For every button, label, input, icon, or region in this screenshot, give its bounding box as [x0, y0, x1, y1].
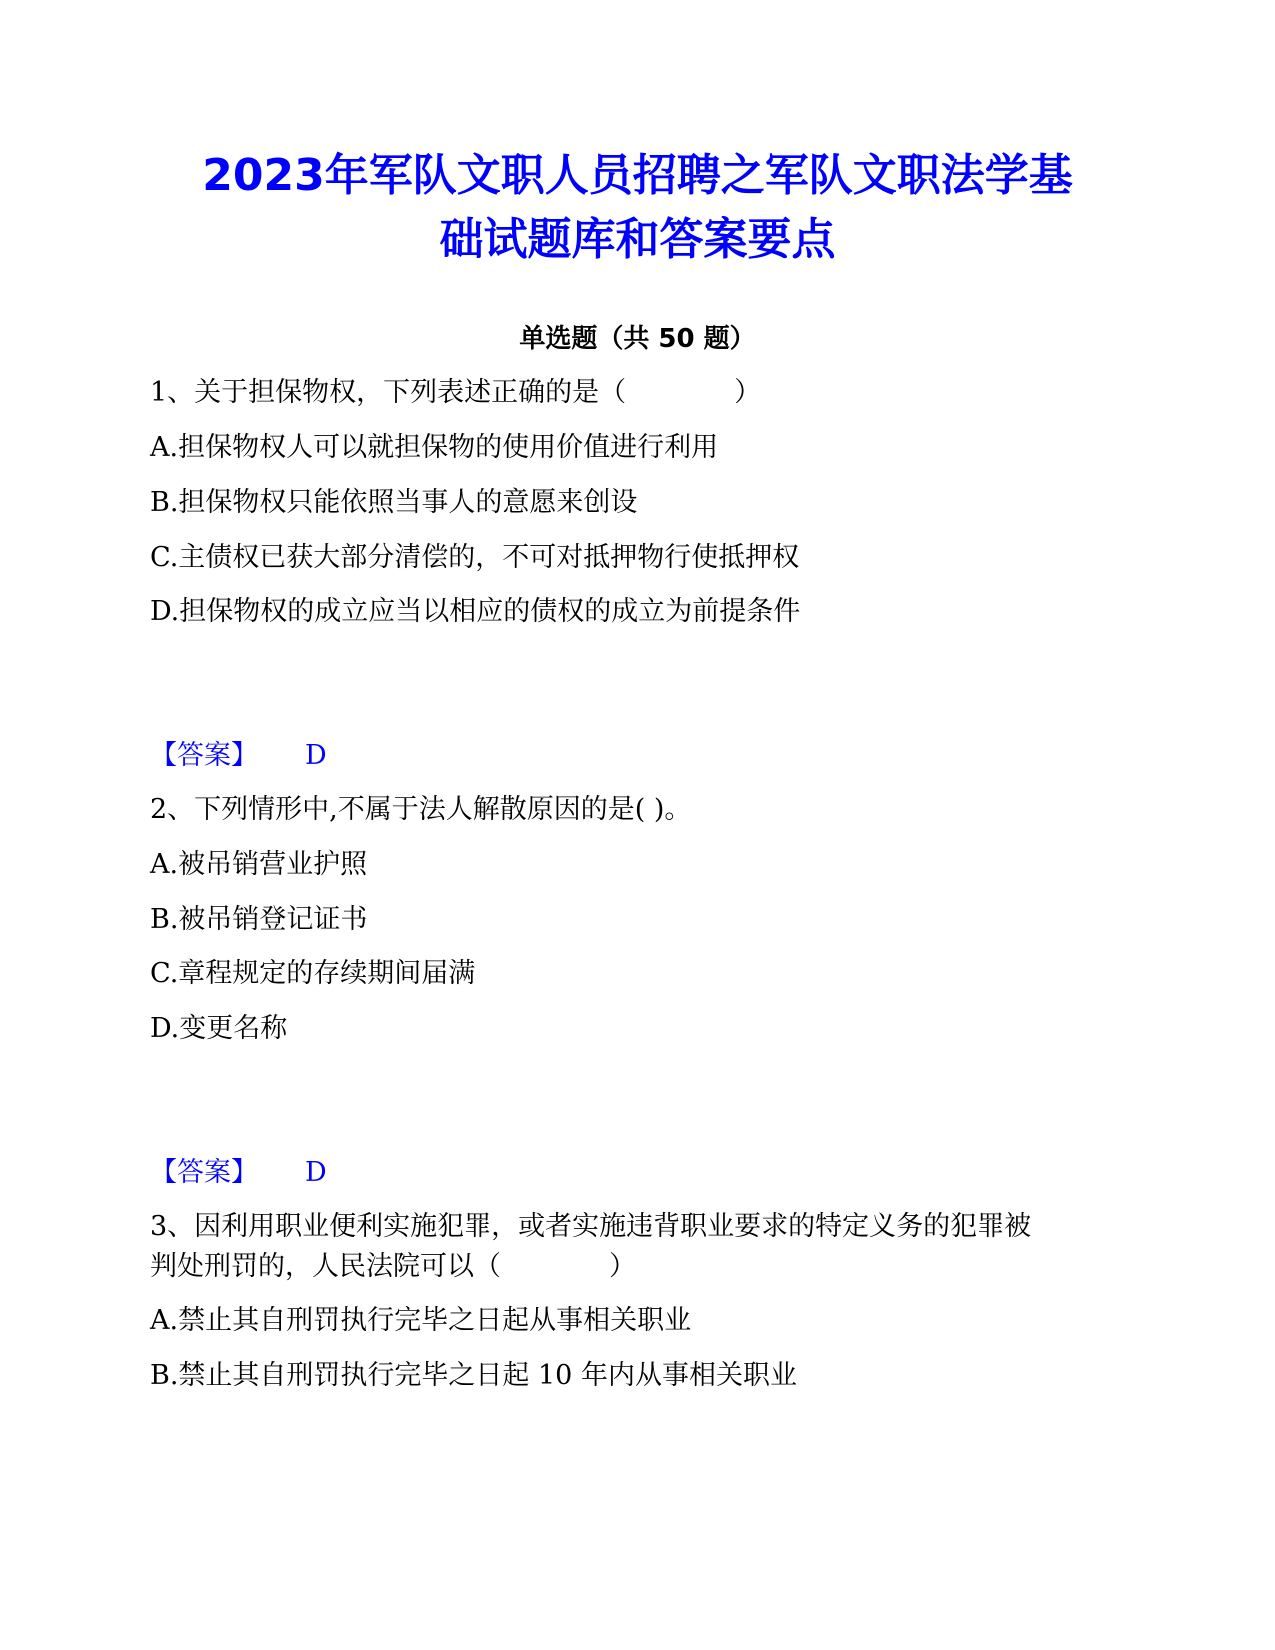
option-a: A.禁止其自刑罚执行完毕之日起从事相关职业 [150, 1305, 692, 1336]
question-stem-line-1: 3、因利用职业便利实施犯罪，或者实施违背职业要求的特定义务的犯罪被 [150, 1211, 1032, 1242]
question-stem: 1、关于担保物权，下列表述正确的是（ ） [150, 377, 762, 408]
document-title-line-2: 础试题库和答案要点 [439, 214, 836, 265]
section-title: 单选题（共 50 题） [519, 324, 756, 354]
option-d: D.担保物权的成立应当以相应的债权的成立为前提条件 [150, 596, 801, 627]
option-c: C.章程规定的存续期间届满 [150, 958, 476, 989]
document-title-line-1: 2023年军队文职人员招聘之军队文职法学基 [202, 150, 1073, 201]
option-b: B.被吊销登记证书 [150, 904, 368, 935]
option-a: A.被吊销营业护照 [150, 849, 368, 880]
answer-value: D [305, 740, 327, 771]
answer-line [150, 738, 327, 774]
answer-label: 【答案】 [150, 1157, 258, 1188]
question-stem-line-2: 判处刑罚的，人民法院可以（ ） [150, 1251, 636, 1282]
option-c: C.主债权已获大部分清偿的，不可对抵押物行使抵押权 [150, 542, 800, 573]
option-b: B.担保物权只能依照当事人的意愿来创设 [150, 487, 638, 518]
answer-value: D [305, 1157, 327, 1188]
answer-label: 【答案】 [150, 740, 258, 771]
option-a: A.担保物权人可以就担保物的使用价值进行利用 [150, 432, 719, 463]
question-stem: 2、下列情形中,不属于法人解散原因的是( )。 [150, 794, 692, 825]
option-b: B.禁止其自刑罚执行完毕之日起 10 年内从事相关职业 [150, 1360, 797, 1391]
option-d: D.变更名称 [150, 1013, 288, 1044]
answer-line [150, 1155, 327, 1191]
